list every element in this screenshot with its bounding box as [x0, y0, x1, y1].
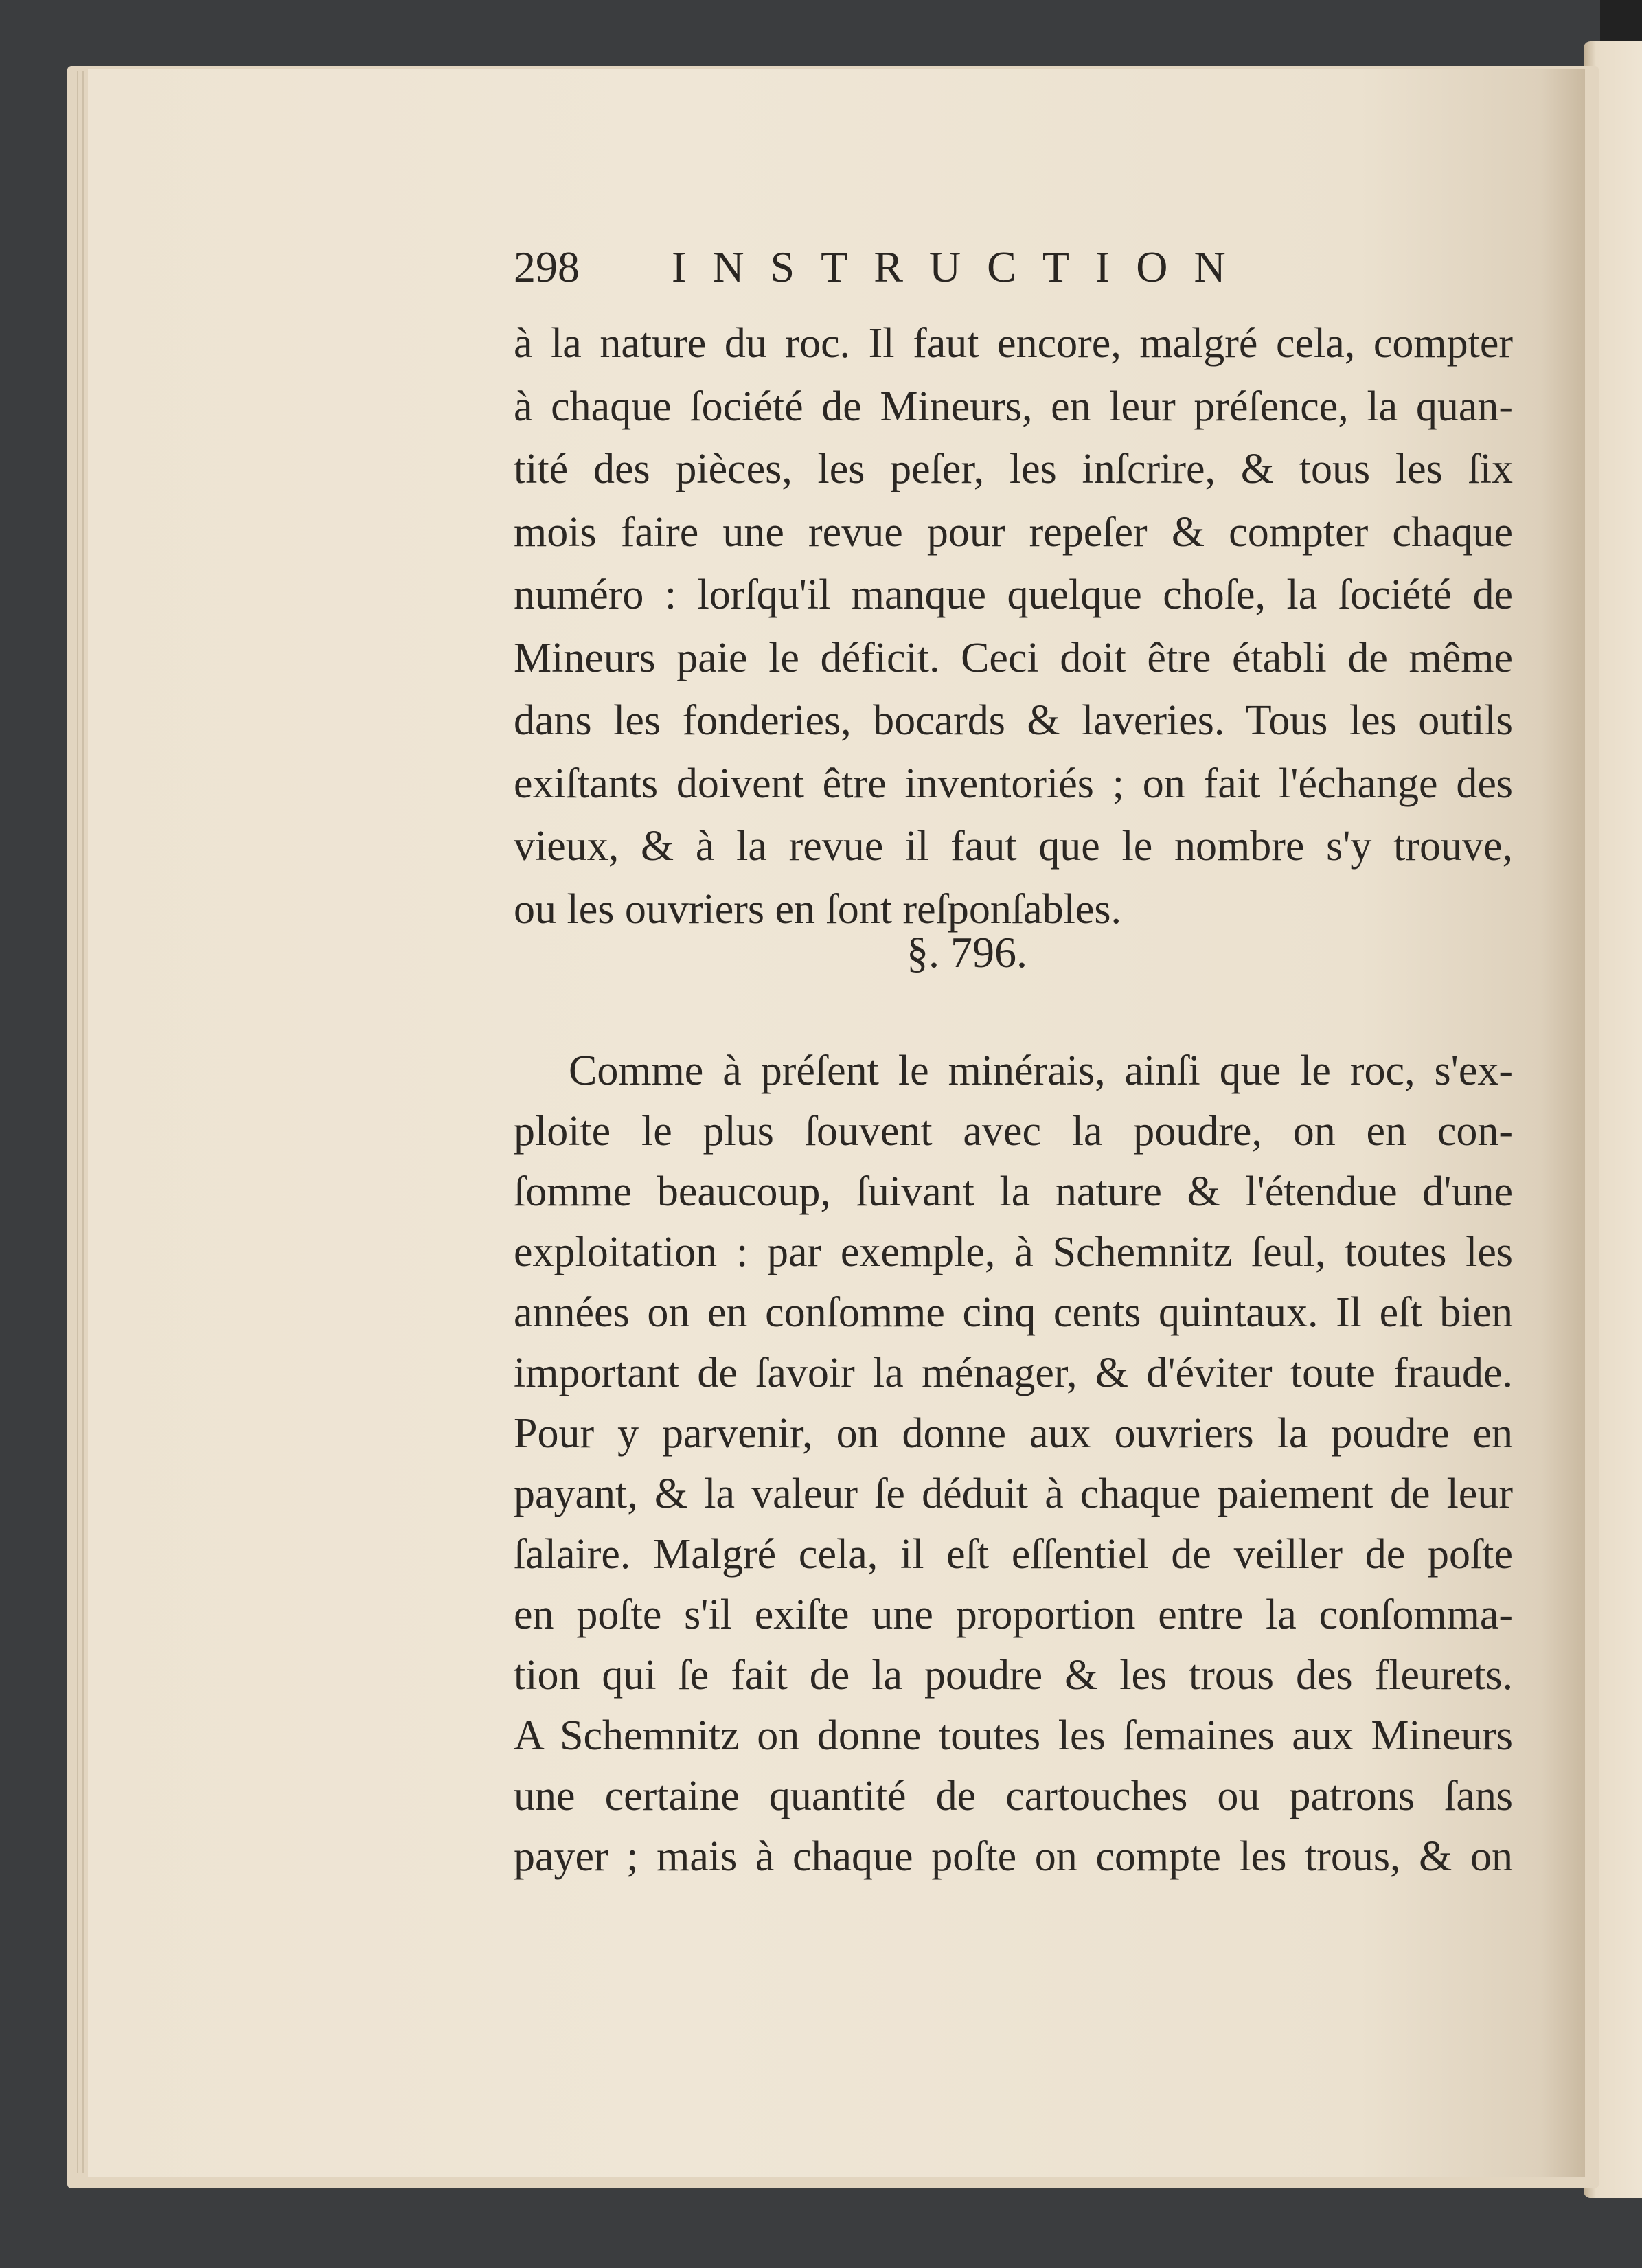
text-line: ou les ouvriers en ſont reſponſables. [514, 885, 1122, 933]
text-line: années on en conſomme cinq cents quintaux. Il eſt bien [514, 1289, 1513, 1336]
text-line: ſalaire. Malgré cela, il eſt eſſentiel de veiller de poſte [514, 1531, 1513, 1578]
running-title: INSTRUCTION [672, 242, 1252, 291]
page-edge-line [77, 71, 78, 2173]
text-line: vieux, & à la revue il faut que le nombre s'y trouve, [514, 823, 1513, 870]
page-number: 298 [514, 242, 580, 291]
text-line: dans les fonderies, bocards & laveries. Tous les outils [514, 697, 1513, 744]
text-line: Mineurs paie le déficit. Ceci doit être établi de même [514, 634, 1513, 681]
text-line: payant, & la valeur ſe déduit à chaque paiement de leur [514, 1471, 1513, 1517]
page-header [514, 242, 1310, 297]
paragraph-2 [514, 1041, 1513, 1887]
text-line: A Schemnitz on donne toutes les ſemaines aux Mineurs [514, 1712, 1513, 1759]
text-line: ſomme beaucoup, ſuivant la nature & l'étendue d'une [514, 1168, 1513, 1215]
text-line: exiſtants doivent être inventoriés ; on fait l'échange des [514, 760, 1513, 807]
text-line: à la nature du roc. Il faut encore, malgré cela, compter [514, 320, 1513, 367]
text-line: Comme à préſent le minérais, ainſi que le roc, s'ex- [569, 1047, 1513, 1094]
text-line: Pour y parvenir, on donne aux ouvriers la poudre en [514, 1410, 1513, 1457]
text-line: à chaque ſociété de Mineurs, en leur préſence, la quan- [514, 383, 1513, 430]
text-line: tion qui ſe fait de la poudre & les trous des fleurets. [514, 1652, 1513, 1699]
text-line: en poſte s'il exiſte une proportion entre la conſomma- [514, 1591, 1513, 1638]
text-line: payer ; mais à chaque poſte on compte les trous, & on [514, 1833, 1513, 1880]
paragraph-1 [514, 313, 1513, 941]
section-heading: §. 796. [906, 928, 1027, 977]
text-line: ploite le plus ſouvent avec la poudre, on en con- [514, 1108, 1513, 1155]
text-line: mois faire une revue pour repeſer & compter chaque [514, 508, 1513, 556]
page-edge-line [82, 71, 84, 2173]
text-line: numéro : lorſqu'il manque quelque choſe, la ſociété de [514, 571, 1513, 618]
text-line: important de ſavoir la ménager, & d'éviter toute fraude. [514, 1350, 1513, 1396]
text-line: une certaine quantité de cartouches ou patrons ſans [514, 1773, 1513, 1819]
text-line: tité des pièces, les peſer, les inſcrire, & tous les ſix [514, 446, 1513, 492]
text-line: exploitation : par exemple, à Schemnitz ſeul, toutes les [514, 1229, 1513, 1275]
